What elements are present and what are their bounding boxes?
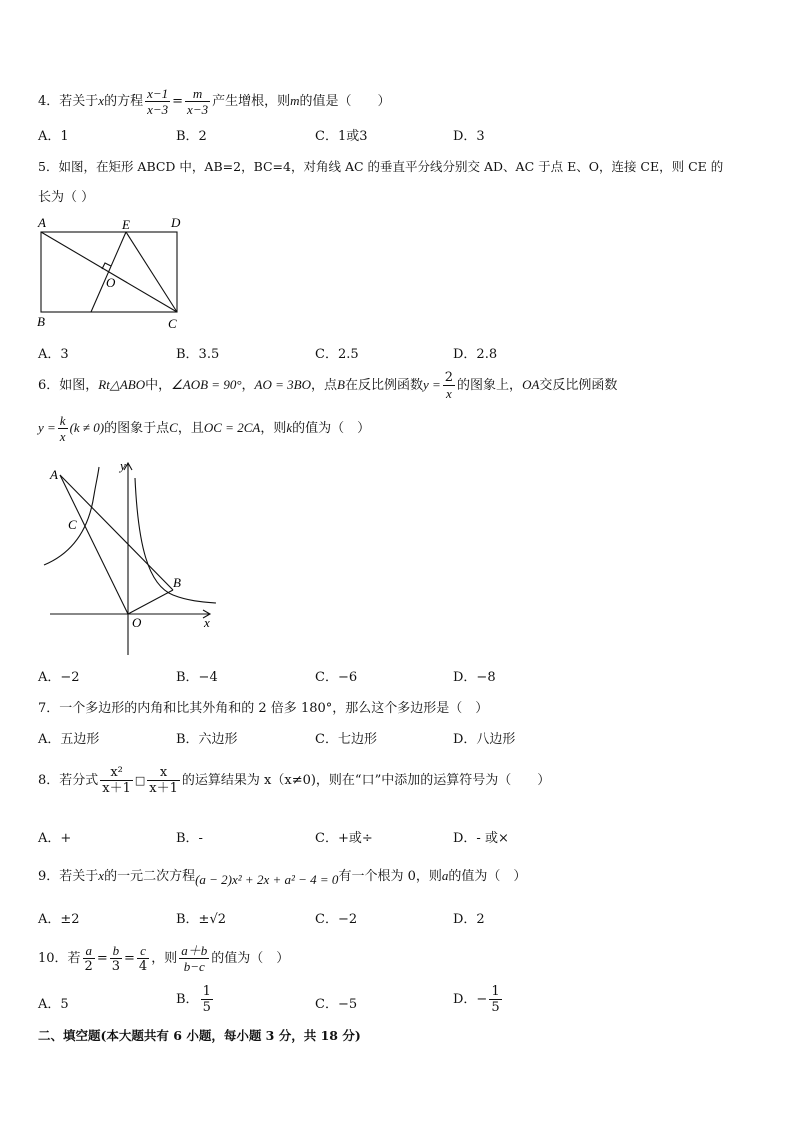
q6-graph-figure: [38, 455, 223, 660]
q5-label-a: A: [38, 215, 46, 230]
q5-perpendicular-bisector: [91, 232, 126, 312]
q6-label-a: A: [50, 467, 58, 482]
q9-option-d[interactable]: D．2: [453, 912, 485, 927]
q4-stem: [38, 86, 391, 117]
q8-fraction-2: $\frac{x}{x+1}$: [149, 765, 178, 796]
q6-option-d[interactable]: D．−8: [453, 670, 496, 685]
q9-equation: (a − 2)x² + 2x + a² − 4 = 0: [195, 872, 339, 887]
q4-text: 产生增根，则: [212, 94, 291, 109]
q7-option-b[interactable]: B．六边形: [176, 732, 238, 747]
q4-option-c[interactable]: C．1或3: [315, 129, 368, 144]
q7-option-c[interactable]: C．七边形: [315, 732, 377, 747]
q9-option-a[interactable]: A．±2: [38, 912, 80, 927]
q4-var-m: m: [290, 93, 300, 108]
q6-label-x: x: [204, 615, 210, 630]
q6-option-c[interactable]: C．−6: [315, 670, 358, 685]
q6-segment-ob: [128, 590, 173, 614]
q8-blank-box: □: [134, 774, 146, 787]
q4-equals: =: [172, 94, 184, 109]
q6-label-o: O: [132, 615, 142, 630]
q10-stem: 10．若 $\frac{a}{2}$ = $\frac{b}{3}$ = $\frac{c}{4}$ ，则 $\frac{a+b}{b-c}$ 的值为（ ）: [38, 943, 290, 974]
q4-option-a[interactable]: A．1: [38, 129, 69, 144]
q6-stem-line1: 6．如图，Rt△ABO中，∠AOB = 90°，AO = 3BO，点B在反比例函数y = $\frac{2}{x}$ 的图象上，OA交反比例函数: [38, 370, 618, 401]
q8-option-a[interactable]: A．+: [38, 831, 72, 846]
q5-stem-line1: 5．如图，在矩形 ABCD 中，AB=2，BC=4，对角线 AC 的垂直平分线分别交 AD、AC 于点 E、O，连接 CE，则 CE 的: [38, 159, 724, 174]
q10-option-c[interactable]: C．−5: [315, 997, 358, 1012]
q5-label-o: O: [106, 275, 116, 290]
q9-option-b[interactable]: B．±√2: [176, 912, 227, 927]
q4-text: 的方程: [104, 94, 144, 109]
q5-option-a[interactable]: A．3: [38, 347, 69, 362]
q5-stem-line2: 长为（ ）: [38, 190, 95, 205]
q4-option-b[interactable]: B．2: [176, 129, 207, 144]
q8-option-b[interactable]: B．-: [176, 831, 203, 846]
q8-fraction-1: $\frac{\text{x²}}{x+1}$: [102, 765, 131, 796]
q5-label-e: E: [122, 217, 130, 232]
q6-stem-line2: y = $\frac{k}{x}$ (k ≠ 0)的图象于点C，且OC = 2CA，则k的值为（ ）: [38, 413, 371, 444]
q4-var-x: x: [98, 93, 105, 108]
q6-label-y: y: [120, 458, 126, 473]
q6-segment-ab: [60, 475, 173, 590]
q5-label-d: D: [171, 215, 181, 230]
q5-option-d[interactable]: D．2.8: [453, 347, 498, 362]
q5-rectangle-figure: [34, 212, 194, 334]
q4-number: 4．: [38, 94, 60, 109]
q10-option-b[interactable]: B． $\frac{1}{5}$: [176, 984, 211, 1015]
q4-text: 若关于: [59, 94, 99, 109]
q6-label-b: B: [173, 575, 181, 590]
q7-option-d[interactable]: D．八边形: [453, 732, 516, 747]
q4-option-d[interactable]: D．3: [453, 129, 485, 144]
q6-option-b[interactable]: B．−4: [176, 670, 218, 685]
q6-fraction-2-over-x: $\frac{2}{x}$: [444, 370, 454, 401]
q7-option-a[interactable]: A．五边形: [38, 732, 100, 747]
q6-label-c: C: [68, 517, 77, 532]
q9-option-c[interactable]: C．−2: [315, 912, 358, 927]
q8-option-d[interactable]: D．- 或×: [453, 831, 509, 846]
q6-fraction-k-over-x: $\frac{k}{x}$: [59, 413, 66, 444]
q5-option-c[interactable]: C．2.5: [315, 347, 359, 362]
q5-label-c: C: [168, 316, 177, 331]
q8-option-c[interactable]: C．+或÷: [315, 831, 373, 846]
q6-option-a[interactable]: A．−2: [38, 670, 80, 685]
q4-text: 的值是（ ）: [299, 94, 391, 109]
q5-label-b: B: [37, 314, 45, 329]
q10-option-d[interactable]: D．− $\frac{1}{5}$: [453, 984, 500, 1015]
q4-fraction-2: $\frac{m}{x-3}$: [187, 86, 209, 117]
q10-option-a[interactable]: A．5: [38, 997, 69, 1012]
q7-stem: 7．一个多边形的内角和比其外角和的 2 倍多 180°，那么这个多边形是（ ）: [38, 701, 489, 716]
q5-segment-ce: [126, 232, 177, 312]
q4-fraction-1: $\frac{x-1}{x-3}$: [147, 86, 169, 117]
section-2-title: 二、填空题(本大题共有 6 小题，每小题 3 分，共 18 分): [38, 1028, 361, 1043]
q5-option-b[interactable]: B．3.5: [176, 347, 220, 362]
q8-stem: 8．若分式 $\frac{\text{x²}}{x+1}$ □ $\frac{x}{x+1}$ 的运算结果为 x（x≠0)，则在“口”中添加的运算符号为（ ）: [38, 765, 551, 796]
q9-stem: 9．若关于x的一元二次方程(a − 2)x² + 2x + a² − 4 = 0有一个根为 0，则a的值为（ ）: [38, 868, 527, 887]
